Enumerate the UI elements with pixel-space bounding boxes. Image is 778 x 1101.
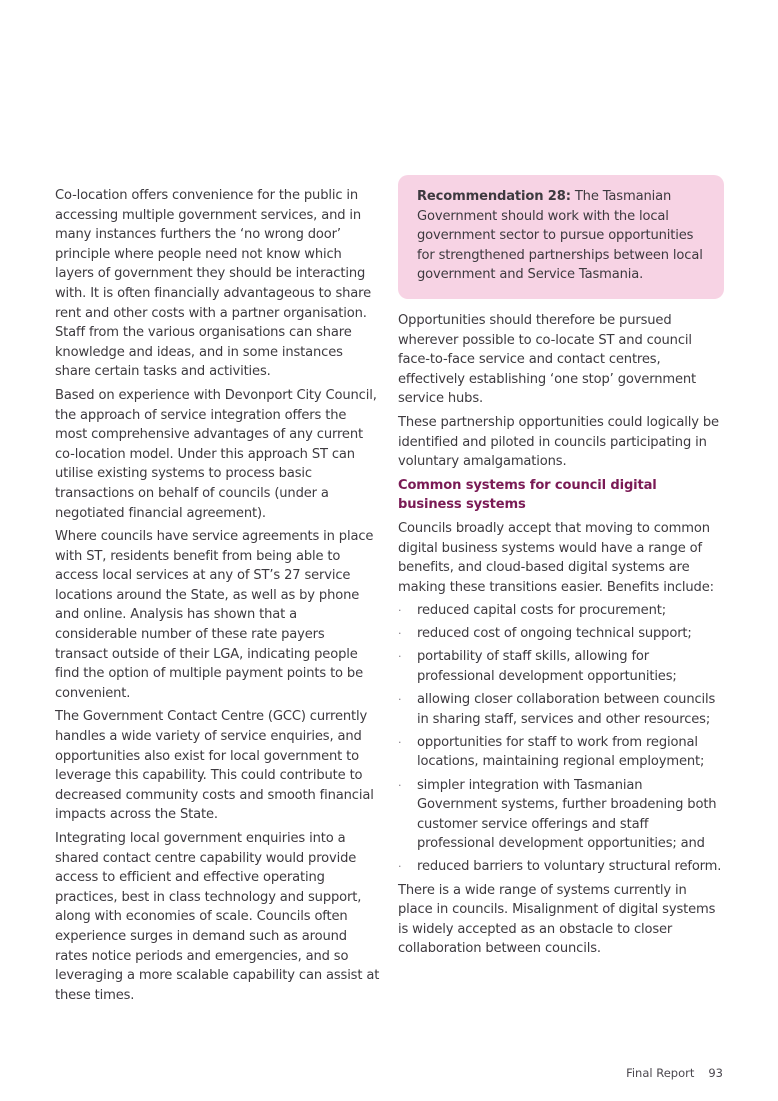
list-item [398,601,724,621]
paragraph-opportunities: Opportunities should therefore be pursued wherever possible to co-locate ST and council face-to-face service and contact centres, effectively establishing ‘one stop’ government service hubs. [398,312,697,407]
paragraph-shared-contact-centre: Integrating local government enquiries into a shared contact centre capability would provide access to efficient and effective operating practices, best in class technology and support, along with economies of scale. Councils often experience surges in demand such as around rates notice periods and emergencies, and so leveraging a more scalable capability can assist at these times. [55,831,380,1003]
list-item-text: opportunities for staff to work from regional locations, maintaining regional employment; [417,734,705,770]
section-heading-common-systems: Common systems for council digital business systems [398,477,657,513]
bullet-icon: · [398,860,402,874]
list-item [398,776,724,854]
paragraph-benefits-intro: Councils broadly accept that moving to common digital business systems would have a range of benefits, and cloud-based digital systems are making these transitions easier. Benefits include: [398,520,714,595]
list-item-text: portability of staff skills, allowing for professional development opportunities; [417,649,677,685]
list-item [398,857,724,877]
list-item [398,647,724,686]
page-footer [626,1066,723,1080]
page-number: 93 [708,1066,723,1080]
bullet-icon: · [398,735,402,749]
bullet-icon: · [398,604,402,618]
paragraph-devonport-experience: Based on experience with Devonport City Council, the approach of service integration offers the most comprehensive advantages of any current co-location model. Under this approach ST can utilise existing systems to process basic transactions on behalf of councils (under a negotiated financial agreement). [55,387,377,521]
list-item [398,690,724,729]
benefits-list [398,601,724,877]
bullet-icon: · [398,778,402,792]
recommendation-title: Recommendation 28: [417,189,571,204]
right-column [398,175,724,963]
list-item-text: simpler integration with Tasmanian Government systems, further broadening both customer service offerings and staff professional development opportunities; and [417,777,717,852]
paragraph-government-contact-centre: The Government Contact Centre (GCC) currently handles a wide variety of service enquiries, and opportunities also exist for local government to leverage this capability. This could contribute to decreased community costs and smooth financial impacts across the State. [55,709,374,823]
paragraph-misalignment: There is a wide range of systems currently in place in councils. Misalignment of digital systems is widely accepted as an obstacle to closer collaboration between councils. [398,882,716,957]
list-item-text: allowing closer collaboration between councils in sharing staff, services and other resources; [417,692,716,727]
recommendation-body: The Tasmanian Government should work with the local government sector to pursue opportunities for strengthened partnerships between local government and Service Tasmania. [417,189,703,283]
paragraph-partnership-opportunities: These partnership opportunities could logically be identified and piloted in councils participating in voluntary amalgamations. [398,414,719,470]
recommendation-box [398,175,724,299]
bullet-icon: · [398,693,402,707]
list-item [398,624,724,644]
recommendation-text [417,187,706,285]
paragraph-service-agreements: Where councils have service agreements in place with ST, residents benefit from being able to access local services at any of ST’s 27 service locations around the State, as well as by phone and online. Analysis has shown that a considerable number of these rate payers transact outside of their LGA, indicating people find the option of multiple payment points to be convenient. [55,529,374,701]
list-item [398,733,724,772]
report-name: Final Report [626,1066,695,1080]
bullet-icon: · [398,627,402,641]
paragraph-co-location: Co-location offers convenience for the public in accessing multiple government services, and in many instances furthers the ‘no wrong door’ principle where people need not know which layers of government they should be interacting with. It is often financially advantageous to share rent and other costs with a partner organisation. Staff from the various organisations can share knowledge and ideas, and in some instances share certain tasks and activities. [55,188,372,380]
list-item-text: reduced barriers to voluntary structural reform. [417,859,722,875]
left-column [55,186,381,1009]
bullet-icon: · [398,650,402,664]
list-item-text: reduced capital costs for procurement; [417,603,666,619]
list-item-text: reduced cost of ongoing technical support; [417,626,692,642]
